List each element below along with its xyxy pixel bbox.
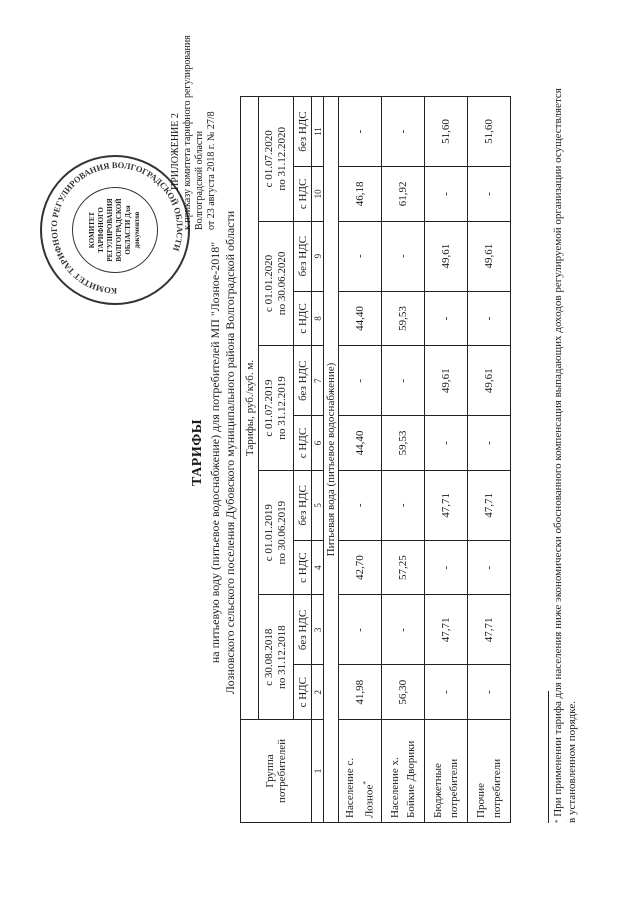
group-header: Группа потребителей bbox=[241, 720, 312, 823]
period-from: с 01.07.2020 bbox=[263, 130, 275, 188]
tariff-table bbox=[240, 96, 511, 823]
header-row-vat bbox=[294, 97, 312, 823]
period-to: по 31.12.2020 bbox=[276, 127, 288, 191]
consumer-group-cell bbox=[425, 720, 468, 823]
appendix-title: ПРИЛОЖЕНИЕ 2 bbox=[170, 113, 181, 190]
tariff-value-cell: 49,61 bbox=[425, 346, 468, 416]
tariff-value-cell: - bbox=[382, 346, 425, 416]
tariff-value-cell: 42,70 bbox=[339, 540, 382, 595]
vat-with-header: с НДС bbox=[294, 540, 312, 595]
footnote-ref: * bbox=[362, 781, 371, 785]
footnote-mark: * bbox=[554, 819, 562, 823]
tariff-value-cell: 49,61 bbox=[468, 221, 511, 291]
consumer-group-label: Население х. Бойкие Дворики bbox=[389, 740, 417, 818]
vat-without-header: без НДС bbox=[294, 470, 312, 540]
tariff-value-cell: - bbox=[382, 97, 425, 167]
tariff-value-cell: 46,18 bbox=[339, 167, 382, 222]
vat-without-header: без НДС bbox=[294, 346, 312, 416]
column-number: 10 bbox=[312, 167, 324, 222]
tariff-value-cell: 49,61 bbox=[468, 346, 511, 416]
tariff-value-cell: - bbox=[468, 540, 511, 595]
period-to: по 30.06.2019 bbox=[276, 500, 288, 565]
tariff-value-cell: - bbox=[339, 97, 382, 167]
vat-with-header: с НДС bbox=[294, 167, 312, 222]
document-subtitle-1: на питьевую воду (питьевое водоснабжение) для потребителей МП "Лозное-2018" bbox=[208, 241, 222, 664]
tariff-value-cell: - bbox=[339, 470, 382, 540]
tariff-value-cell: - bbox=[468, 665, 511, 720]
tariff-value-cell: - bbox=[425, 291, 468, 346]
period-header bbox=[259, 97, 294, 222]
period-to: по 31.12.2018 bbox=[276, 625, 288, 690]
column-number: 2 bbox=[312, 665, 324, 720]
appendix-line-1: к приказу комитета тарифного регулирования bbox=[182, 35, 193, 230]
tariff-value-cell: - bbox=[468, 416, 511, 471]
table-row bbox=[382, 97, 425, 823]
table-row bbox=[425, 97, 468, 823]
vat-with-header: с НДС bbox=[294, 416, 312, 471]
header-row-1 bbox=[241, 97, 259, 823]
period-header bbox=[259, 470, 294, 595]
consumer-group-cell bbox=[339, 720, 382, 823]
consumer-group-label: Население с. Лозное bbox=[344, 757, 376, 818]
period-header bbox=[259, 346, 294, 471]
column-number: 9 bbox=[312, 221, 324, 291]
tariff-value-cell: 44,40 bbox=[339, 416, 382, 471]
tariff-value-cell: - bbox=[382, 470, 425, 540]
tariff-value-cell: - bbox=[425, 167, 468, 222]
header-row-numbers bbox=[312, 97, 324, 823]
tariff-value-cell: - bbox=[468, 291, 511, 346]
tariff-value-cell: 47,71 bbox=[425, 595, 468, 665]
tariff-value-cell: 56,30 bbox=[382, 665, 425, 720]
tariff-value-cell: - bbox=[382, 221, 425, 291]
stamp-core-text: КОМИТЕТ ТАРИФНОГО РЕГУЛИРОВАНИЯ ВОЛГОГРАДСКОЙ ОБЛАСТИ Для документов bbox=[88, 198, 141, 262]
tariff-value-cell: 47,71 bbox=[468, 595, 511, 665]
tariff-value-cell: 41,98 bbox=[339, 665, 382, 720]
tariff-value-cell: 47,71 bbox=[468, 470, 511, 540]
tariff-value-cell: 61,92 bbox=[382, 167, 425, 222]
column-number: 6 bbox=[312, 416, 324, 471]
column-number: 1 bbox=[312, 720, 324, 823]
period-from: с 01.01.2020 bbox=[263, 254, 275, 313]
column-number: 11 bbox=[312, 97, 324, 167]
section-label: Питьевая вода (питьевое водоснабжение) bbox=[324, 97, 339, 823]
period-from: с 01.01.2019 bbox=[263, 504, 275, 562]
consumer-group-label: Бюджетные потребители bbox=[432, 758, 460, 818]
appendix-line-2: Волгоградской области bbox=[194, 130, 205, 230]
tariff-value-cell: 59,53 bbox=[382, 291, 425, 346]
column-number: 5 bbox=[312, 470, 324, 540]
vat-without-header: без НДС bbox=[294, 221, 312, 291]
consumer-group-label: Прочие потребители bbox=[475, 758, 503, 818]
tariff-value-cell: - bbox=[339, 221, 382, 291]
tariff-value-cell: 59,53 bbox=[382, 416, 425, 471]
tariff-value-cell: - bbox=[468, 167, 511, 222]
tariff-value-cell: 49,61 bbox=[425, 221, 468, 291]
tariff-value-cell: 44,40 bbox=[339, 291, 382, 346]
vat-with-header: с НДС bbox=[294, 291, 312, 346]
tariff-value-cell: - bbox=[425, 665, 468, 720]
appendix-line-3: от 23 августа 2018 г. № 27/8 bbox=[206, 111, 217, 230]
column-number: 7 bbox=[312, 346, 324, 416]
tariff-value-cell: 51,60 bbox=[468, 97, 511, 167]
tariff-value-cell: - bbox=[382, 595, 425, 665]
document-title: ТАРИФЫ bbox=[190, 419, 205, 486]
footnote bbox=[551, 83, 579, 823]
vat-without-header: без НДС bbox=[294, 97, 312, 167]
period-to: по 30.06.2020 bbox=[276, 251, 288, 316]
section-row bbox=[324, 97, 339, 823]
stamp-ring-text: КОМИТЕТ ТАРИФНОГО РЕГУЛИРОВАНИЯ ВОЛГОГРАДСКОЙ ОБЛАСТИ bbox=[48, 159, 186, 297]
tariff-value-cell: 57,25 bbox=[382, 540, 425, 595]
official-stamp bbox=[40, 155, 190, 305]
tariff-value-cell: - bbox=[425, 416, 468, 471]
table-body bbox=[339, 97, 511, 823]
column-number: 4 bbox=[312, 540, 324, 595]
period-header bbox=[259, 221, 294, 346]
period-header bbox=[259, 595, 294, 720]
header-row-periods bbox=[259, 97, 294, 823]
vat-without-header: без НДС bbox=[294, 595, 312, 665]
footnote-divider bbox=[548, 691, 549, 823]
tariff-value-cell: - bbox=[339, 346, 382, 416]
consumer-group-cell bbox=[468, 720, 511, 823]
table-row bbox=[339, 97, 382, 823]
consumer-group-cell bbox=[382, 720, 425, 823]
tariff-value-cell: 47,71 bbox=[425, 470, 468, 540]
column-number: 3 bbox=[312, 595, 324, 665]
period-from: с 30.08.2018 bbox=[263, 628, 275, 686]
tariff-value-cell: - bbox=[425, 540, 468, 595]
column-number: 8 bbox=[312, 291, 324, 346]
tariffs-header: Тарифы, руб./куб. м. bbox=[241, 97, 259, 720]
tariff-value-cell: - bbox=[339, 595, 382, 665]
period-to: по 31.12.2019 bbox=[276, 376, 288, 440]
footnote-text: При применении тарифа для населения ниже экономически обоснованного компенсация выпадающих доходов регулируемой организации осуществляется в установленном порядке. bbox=[552, 88, 578, 823]
vat-with-header: с НДС bbox=[294, 665, 312, 720]
period-from: с 01.07.2019 bbox=[263, 379, 275, 437]
document-subtitle-2: Лозновского сельского поселения Дубовского муниципального района Волгоградской области bbox=[223, 210, 237, 695]
tariff-value-cell: 51,60 bbox=[425, 97, 468, 167]
table-row bbox=[468, 97, 511, 823]
